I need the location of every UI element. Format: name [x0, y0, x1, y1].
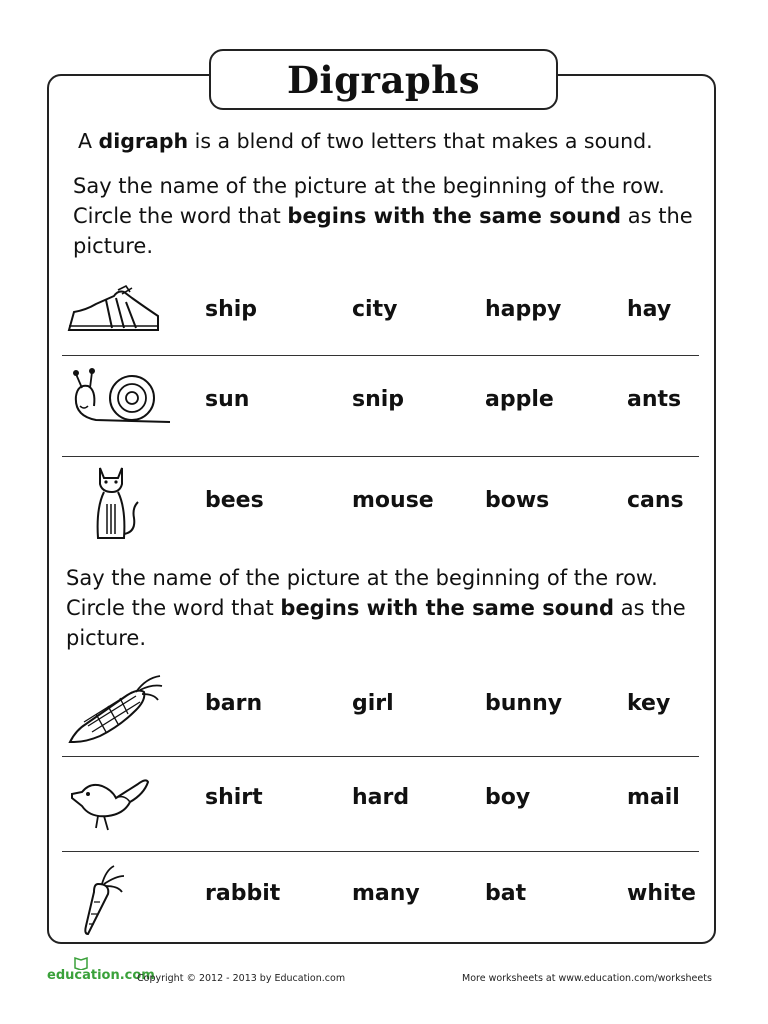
title-box	[209, 49, 558, 110]
word[interactable]: snip	[352, 387, 405, 412]
word[interactable]: apple	[485, 387, 554, 412]
more-worksheets-link[interactable]: More worksheets at www.education.com/worksheets	[462, 973, 712, 984]
word[interactable]: key	[627, 691, 671, 716]
word[interactable]: mail	[627, 785, 680, 810]
word[interactable]: hard	[352, 785, 410, 810]
word[interactable]: many	[352, 881, 420, 906]
word[interactable]: bees	[205, 488, 264, 513]
word[interactable]: cans	[627, 488, 684, 513]
instruction-line-2-prefix: Circle the word that	[66, 596, 281, 620]
word[interactable]: happy	[485, 297, 562, 322]
row-2	[62, 366, 699, 446]
instruction-line-1: Say the name of the picture at the beginning of the row.	[66, 566, 658, 590]
row-5	[62, 768, 699, 838]
word[interactable]: hay	[627, 297, 672, 322]
word[interactable]: girl	[352, 691, 394, 716]
instruction-line-2-bold: begins with the same sound	[287, 204, 622, 228]
word[interactable]: bows	[485, 488, 550, 513]
instruction-line-2	[73, 201, 693, 231]
instruction-line-2-bold: begins with the same sound	[280, 596, 615, 620]
intro-text	[78, 129, 653, 153]
carrot-icon	[76, 862, 132, 936]
cat-icon	[92, 464, 142, 542]
row-6	[62, 860, 699, 936]
row-divider	[62, 851, 699, 852]
snail-icon	[66, 366, 174, 426]
instruction-line-2-prefix: Circle the word that	[73, 204, 288, 228]
instruction-line-1: Say the name of the picture at the beginning of the row.	[73, 174, 665, 198]
corn-icon	[66, 670, 166, 746]
word[interactable]: white	[627, 881, 696, 906]
word[interactable]: boy	[485, 785, 531, 810]
instructions-1	[73, 171, 693, 261]
row-divider	[62, 355, 699, 356]
word[interactable]: rabbit	[205, 881, 281, 906]
word[interactable]: bunny	[485, 691, 563, 716]
row-1	[62, 280, 699, 350]
instruction-line-2-suffix: as the	[614, 596, 686, 620]
word[interactable]: mouse	[352, 488, 434, 513]
word[interactable]: shirt	[205, 785, 263, 810]
row-divider	[62, 756, 699, 757]
word[interactable]: city	[352, 297, 398, 322]
word[interactable]: bat	[485, 881, 527, 906]
page-title: Digraphs	[286, 57, 481, 102]
instruction-line-3: picture.	[66, 626, 147, 650]
bird-icon	[68, 772, 152, 834]
instruction-line-2	[66, 593, 686, 623]
instruction-line-3: picture.	[73, 234, 154, 258]
word[interactable]: ants	[627, 387, 682, 412]
intro-prefix: A	[78, 129, 99, 153]
instruction-line-2-suffix: as the	[621, 204, 693, 228]
instructions-2	[66, 563, 686, 653]
logo-text: education.com	[47, 968, 155, 983]
row-4	[62, 670, 699, 750]
copyright: Copyright © 2012 - 2013 by Education.com	[137, 973, 346, 984]
row-divider	[62, 456, 699, 457]
row-3	[62, 462, 699, 547]
word[interactable]: sun	[205, 387, 250, 412]
word[interactable]: barn	[205, 691, 263, 716]
shoe-icon	[66, 282, 160, 334]
intro-suffix: is a blend of two letters that makes a sound.	[188, 129, 653, 153]
intro-bold: digraph	[98, 129, 189, 153]
word[interactable]: ship	[205, 297, 258, 322]
book-icon	[73, 956, 89, 970]
